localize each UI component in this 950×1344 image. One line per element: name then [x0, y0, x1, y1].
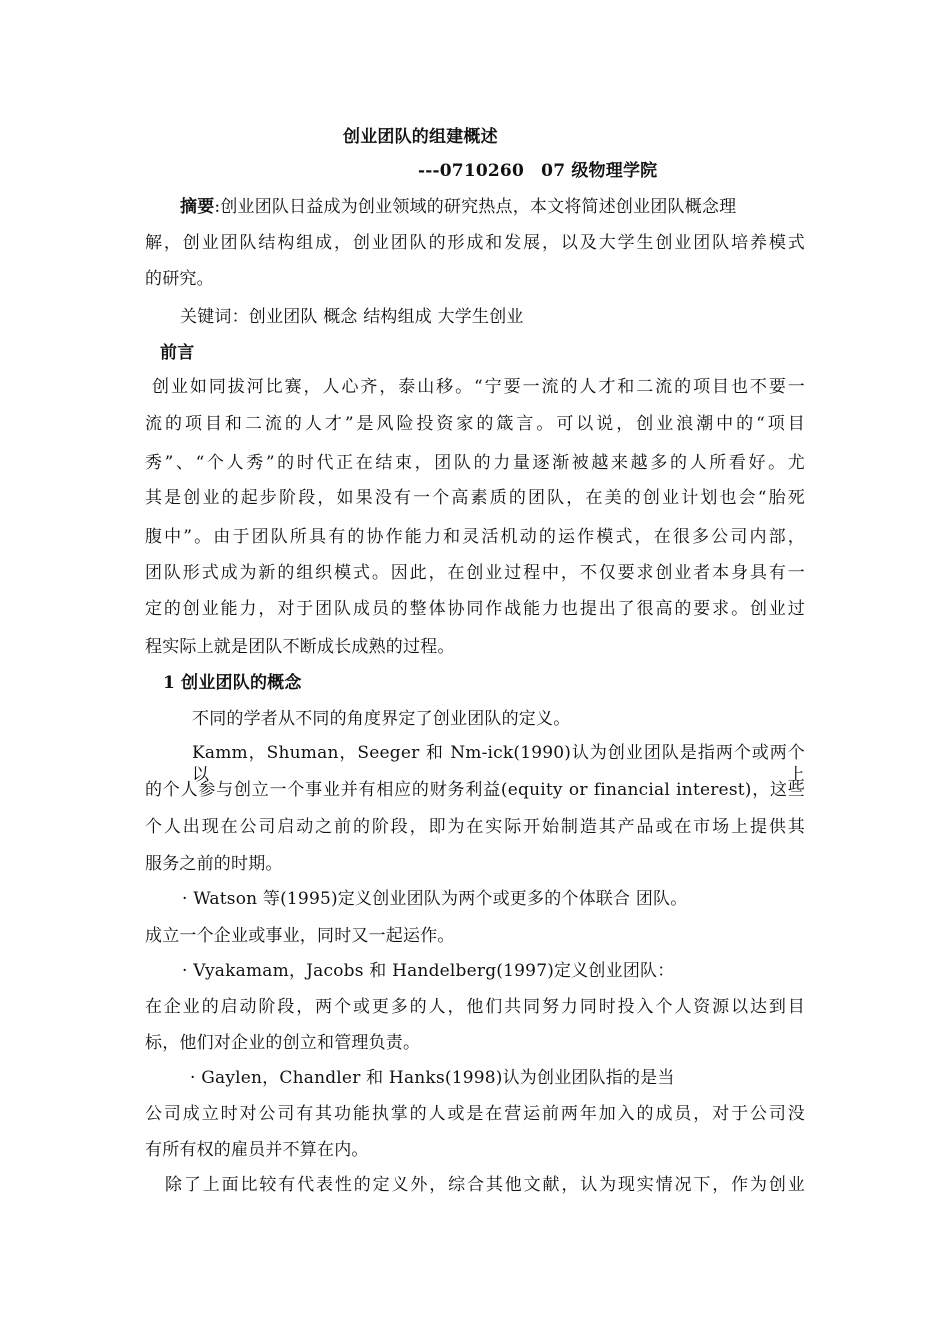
abstract-line: 解，创业团队结构组成，创业团队的形成和发展，以及大学生创业团队培养模式: [145, 233, 805, 253]
gaylen-line: · Gaylen，Chandler 和 Hanks(1998)认为创业团队指的是当: [190, 1068, 675, 1088]
abstract-text: :创业团队日益成为创业领域的研究热点，本文将简述创业团队概念理: [214, 197, 737, 217]
gaylen-line: 公司成立时对公司有其功能执掌的人或是在营运前两年加入的成员，对于公司没: [145, 1104, 805, 1124]
kamm-line: 的个人参与创立一个事业并有相应的财务利益(equity or financial interest)，这些: [145, 780, 805, 800]
vyakamam-line: · Vyakamam，Jacobs 和 Handelberg(1997)定义创业团队：: [182, 961, 675, 981]
preface-line: 其是创业的起步阶段，如果没有一个高素质的团队，在美的创业计划也会“胎死: [145, 488, 805, 508]
section1-heading: 1 创业团队的概念: [163, 673, 302, 693]
abstract-first-line: [180, 196, 736, 218]
preface-line: 创业如同拔河比赛，人心齐，泰山移。“宁要一流的人才和二流的项目也不要一: [152, 377, 805, 397]
kamm-line: Kamm，Shuman，Seeger 和 Nm-ick(1990)认为创业团队是指两个或两个以上: [192, 743, 805, 785]
abstract-line: 的研究。: [145, 269, 214, 289]
preface-line: 定的创业能力，对于团队成员的整体协同作战能力也提出了很高的要求。创业过: [145, 599, 805, 619]
watson-line: · Watson 等(1995)定义创业团队为两个或更多的个体联合 团队。: [182, 889, 688, 909]
preface-line: 程实际上就是团队不断成长成熟的过程。: [145, 637, 455, 657]
keywords: 关键词：创业团队 概念 结构组成 大学生创业: [180, 307, 524, 327]
preface-line: 秀”、“个人秀”的时代正在结束，团队的力量逐渐被越来越多的人所看好。尤: [145, 453, 805, 473]
section1-intro: 不同的学者从不同的角度界定了创业团队的定义。: [192, 709, 571, 729]
closing-line: 除了上面比较有代表性的定义外，综合其他文献，认为现实情况下，作为创业: [165, 1175, 805, 1195]
watson-line: 成立一个企业或事业，同时又一起运作。: [145, 926, 455, 946]
author-line: ---0710260 07 级物理学院: [418, 161, 658, 181]
document-title: 创业团队的组建概述: [343, 127, 498, 147]
vyakamam-line: 标，他们对企业的创立和管理负责。: [145, 1033, 421, 1053]
gaylen-line: 有所有权的雇员并不算在内。: [145, 1140, 369, 1160]
preface-heading: 前言: [160, 343, 195, 363]
preface-line: 团队形式成为新的组织模式。因此，在创业过程中，不仅要求创业者本身具有一: [145, 563, 805, 583]
preface-line: 流的项目和二流的人才”是风险投资家的箴言。可以说，创业浪潮中的“项目: [145, 414, 805, 434]
abstract-label: 摘要: [180, 197, 215, 217]
vyakamam-line: 在企业的启动阶段，两个或更多的人，他们共同努力同时投入个人资源以达到目: [145, 997, 805, 1017]
kamm-line: 服务之前的时期。: [145, 854, 283, 874]
preface-line: 腹中”。由于团队所具有的协作能力和灵活机动的运作模式，在很多公司内部，: [145, 527, 805, 547]
kamm-line: 个人出现在公司启动之前的阶段，即为在实际开始制造其产品或在市场上提供其: [145, 817, 805, 837]
